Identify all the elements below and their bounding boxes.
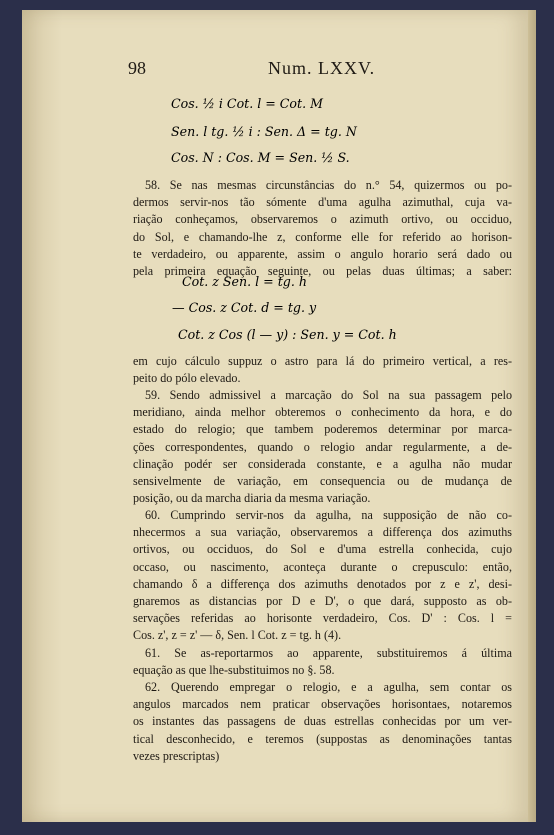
equation-line: — Cos. z Cot. d = tg. y [172, 300, 317, 315]
text-line: do Sol, e chamando-lhe z, conforme elle for referido ao horison- [133, 229, 512, 244]
text-line: 62. Querendo empregar o relogio, e a agulha, sem contar os [145, 680, 512, 694]
running-head: Num. LXXV. [268, 58, 376, 78]
paragraph-58 [133, 177, 512, 280]
text-line: meridiano, ainda melhor obteremos o conhecimento da hora, e do [133, 405, 512, 420]
text-line: peito do pólo elevado. [133, 371, 241, 386]
text-line: nhecermos a sua variação, observaremos a differença dos azimuths [133, 525, 512, 540]
text-line: ortivos, ou occiduos, do Sol e d'uma estrella conhecida, cujo [133, 542, 512, 557]
text-line: os instantes das passagens de duas estrellas conhecidas por um ver- [133, 714, 512, 729]
text-line: tical desconhecido, e teremos (suppostas as denominações tantas [133, 731, 512, 746]
equation-line: Cot. z Cos (l — y) : Sen. y = Cot. h [178, 327, 397, 342]
equation-line: Cos. N : Cos. M = Sen. ½ S. [171, 150, 350, 165]
text-line: ções correspondentes, quando o relogio andar regularmente, a de- [133, 439, 512, 454]
paragraph-62 [133, 679, 512, 765]
paragraph-58-continuation [133, 353, 512, 387]
page-header [128, 58, 512, 84]
text-line: angulos marcados nem praticar observações horisontaes, notaremos [133, 697, 512, 712]
page-edge [528, 10, 536, 822]
page-number: 98 [128, 58, 146, 78]
text-line: equação as que lhe-substituimos no §. 58. [133, 663, 335, 678]
paragraph-60 [133, 507, 512, 645]
text-line: em cujo cálculo suppuz o astro para lá do primeiro vertical, a res- [133, 354, 512, 368]
text-line: te verdadeiro, ou apparente, assim o angulo horario será dado ou [133, 246, 512, 261]
text-line: chamando δ a differença dos azimuths denotados por z e z', desi- [133, 576, 512, 591]
text-line: posição, ou da marcha diaria da mesma variação. [133, 491, 371, 506]
text-line: Cos. z', z = z' — δ, Sen. l Cot. z = tg. h (4). [133, 628, 342, 643]
text-line: servações referidas ao horisonte verdadeiro, Cos. D' : Cos. l = [133, 611, 512, 626]
paragraph-59 [133, 387, 512, 507]
text-line: gnaremos as distancias por D e D', o que dará, supposto as ob- [133, 594, 512, 609]
text-line: 61. Se as-reportarmos ao apparente, substituiremos á última [145, 646, 512, 660]
equation-line: Cos. ½ i Cot. l = Cot. M [171, 96, 323, 111]
text-line: occaso, ou nascimento, aconteça durante o crepusculo: então, [133, 559, 512, 574]
paragraph-61 [133, 645, 512, 679]
equation-line: Cot. z Sen. l = tg. h [182, 274, 307, 289]
text-line: 60. Cumprindo servir-nos da agulha, na supposição de não co- [145, 508, 512, 522]
text-line: 58. Se nas mesmas circunstâncias do n.° 54, quizermos ou po- [145, 178, 512, 192]
text-line: estado do relogio; que tambem poderemos determinar por marca- [133, 422, 512, 437]
page-gutter-shadow [22, 10, 62, 822]
text-line: sensivelmente de variação, em consequencia ou de mudança de [133, 474, 512, 489]
text-line: pela primeira equação seguinte, ou pelas duas últimas; a saber: [133, 264, 512, 279]
text-line: riação conheçamos, observaremos o azimuth ortivo, ou occiduo, [133, 212, 512, 227]
text-line: 59. Sendo admissivel a marcação do Sol na sua passagem pelo [145, 388, 512, 402]
text-line: dermos servir-nos tão sómente d'uma agulha azimuthal, cuja va- [133, 195, 512, 210]
equation-line: Sen. l tg. ½ i : Sen. Δ = tg. N [171, 124, 357, 139]
text-line: vezes prescriptas) [133, 748, 220, 763]
text-line: clinação podér ser considerada constante, e a agulha não mudar [133, 456, 512, 471]
